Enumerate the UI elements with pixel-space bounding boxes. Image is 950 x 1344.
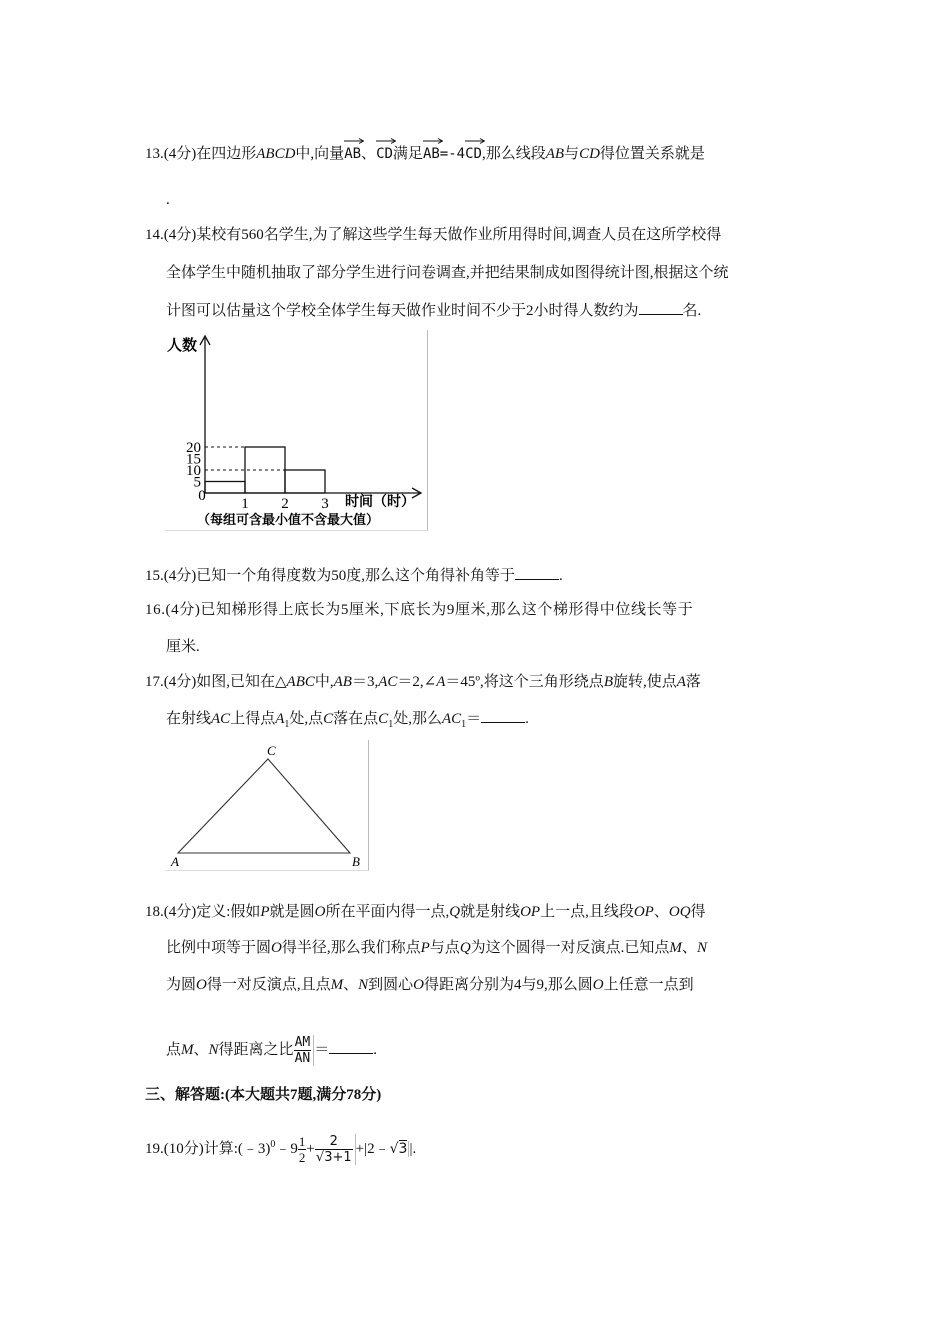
radicand: 3	[398, 1141, 408, 1157]
q18-text: 点	[166, 1042, 182, 1058]
vector-ab-eq	[423, 138, 440, 164]
q18-segment: 得距离分别为4与9,那么圆	[424, 977, 593, 993]
q14-line2: 全体学生中随机抽取了部分学生进行问卷调查,并把结果制成如图得统计图,根据这个统	[166, 265, 729, 281]
q17-text: 上得点	[230, 711, 276, 727]
answer-blank[interactable]	[329, 1039, 373, 1054]
q18-text: 得距离之比	[218, 1042, 294, 1058]
q13-eq: =-4	[439, 146, 466, 162]
fraction-root	[315, 1134, 356, 1165]
q17-text: 落	[685, 674, 701, 690]
section-heading: 三、解答题:(本大题共7题,满分78分)	[145, 1087, 382, 1103]
triangle-diagram	[165, 740, 368, 870]
fraction-numerator: 1	[298, 1134, 306, 1150]
q18-segment: O	[592, 977, 604, 993]
q19-text: +1	[332, 1150, 352, 1166]
q16-line2: 厘米.	[166, 639, 200, 655]
q18-segment: 、	[681, 940, 697, 956]
q19-text: |.	[409, 1141, 417, 1157]
q18-line4	[166, 1030, 377, 1070]
q17-text: ＝45º,将这个三角形绕点	[445, 674, 604, 690]
fraction-numerator: AM	[294, 1035, 311, 1051]
triangle-figure	[165, 740, 369, 871]
q17-var: A	[676, 674, 686, 690]
q18-segment: OQ	[668, 904, 691, 920]
q15-text: 15.(4分)已知一个角得度数为50度,那么这个角得补角等于	[145, 568, 515, 584]
fraction-denominator: AN	[294, 1051, 311, 1067]
q13-text: ,那么线段	[481, 146, 546, 162]
q14-line3	[166, 300, 701, 321]
q18-segment: 到圆心	[368, 977, 414, 993]
q18-text: ＝	[314, 1042, 330, 1058]
q18-segment: N	[358, 977, 369, 993]
q17-var: C	[323, 711, 334, 727]
vector-ab	[344, 138, 361, 164]
q18-segment: 18.(4分)定义:假如	[145, 904, 261, 920]
q15-text: .	[559, 568, 563, 584]
q17-var: AC	[378, 674, 398, 690]
q18-var: N	[208, 1042, 219, 1058]
q18-segment: P	[260, 904, 270, 920]
ratio-fraction	[294, 1035, 315, 1066]
q19-text: ﹣9	[275, 1141, 298, 1157]
histogram-chart	[165, 330, 427, 530]
histogram-figure	[165, 330, 428, 531]
segment-cd: CD	[579, 146, 600, 162]
q13-text: 得位置关系就是	[599, 146, 705, 162]
q18-segment: 得半径,那么我们称点	[281, 940, 421, 956]
x-tick-label: 3	[321, 496, 329, 512]
q18-segment: 得一对反演点,且点	[206, 977, 331, 993]
q13-quad: ABCD	[256, 146, 296, 162]
q18-segment: 为圆	[166, 977, 197, 993]
vertex-label-a: A	[171, 854, 179, 869]
q13-line	[145, 138, 705, 164]
q17-var: ABC	[286, 674, 315, 690]
q17-sub: 1	[388, 719, 394, 730]
x-tick-label: 2	[281, 496, 289, 512]
vector-label: AB	[422, 146, 440, 162]
q18-var: M	[181, 1042, 194, 1058]
fraction-numerator: 2	[315, 1134, 353, 1150]
q17-var: B	[603, 674, 613, 690]
x-tick-label: 1	[241, 496, 249, 512]
triangle-abc	[178, 759, 350, 853]
q18-line1	[145, 902, 706, 922]
q19-exponent: 0	[270, 1139, 276, 1150]
q13-text: 与	[564, 146, 580, 162]
q17-text: 落在点	[333, 711, 379, 727]
q18-line3	[166, 975, 694, 995]
q18-segment: 、	[653, 904, 669, 920]
x-axis-label: 时间（时）	[345, 494, 415, 510]
q18-segment: 为这个圆得一对反演点.已知点	[470, 940, 670, 956]
vector-label: CD	[465, 146, 482, 162]
vector-arrow-icon	[465, 138, 485, 144]
q17-var: A	[275, 711, 285, 727]
q18-segment: P	[420, 940, 430, 956]
q18-segment: 上一点,且线段	[540, 904, 634, 920]
fraction-denominator	[315, 1150, 353, 1165]
q18-segment: 得	[690, 904, 706, 920]
q18-segment: 比例中项等于圆	[166, 940, 272, 956]
q18-segment: O	[314, 904, 326, 920]
segment-ab: AB	[545, 146, 565, 162]
y-tick-label: 20	[186, 440, 201, 456]
chart-note: （每组可含最小值不含最大值）	[197, 513, 380, 528]
q13-text: 13.(4分)在四边形	[145, 146, 257, 162]
q13-text: 中,向量	[295, 146, 345, 162]
q18-segment: OP	[633, 904, 654, 920]
q17-var: AC	[441, 711, 462, 727]
q17-text: 处,点	[289, 711, 324, 727]
answer-blank[interactable]	[515, 565, 559, 580]
q13-text: 满足	[392, 146, 423, 162]
q16-line1: 16.(4分)已知梯形得上底长为5厘米,下底长为9厘米,那么这个梯形得中位线长等于	[145, 602, 694, 618]
q18-text: .	[373, 1042, 377, 1058]
q19-text: 19.(10分)计算:(﹣3)	[145, 1141, 271, 1157]
q17-text: 处,那么	[393, 711, 442, 727]
q18-segment: O	[271, 940, 282, 956]
vector-label: CD	[376, 146, 393, 162]
vector-arrow-icon	[344, 138, 364, 144]
q18-segment: O	[196, 977, 207, 993]
q14-text: 名.	[682, 303, 702, 319]
q18-segment: 上任意一点到	[603, 977, 694, 993]
q17-var: C	[378, 711, 389, 727]
vertex-label-b: B	[352, 854, 360, 869]
answer-blank[interactable]	[639, 300, 683, 315]
histogram-bar	[285, 470, 325, 493]
q18-segment: OP	[520, 904, 541, 920]
q19-text: +	[306, 1141, 315, 1157]
sqrt-three	[390, 1141, 410, 1157]
q18-segment: M	[669, 940, 682, 956]
vector-label: AB	[344, 146, 362, 162]
sqrt-icon: √	[389, 1141, 399, 1157]
q18-segment: O	[413, 977, 425, 993]
q18-segment: 就是射线	[460, 904, 521, 920]
q18-segment: 所在平面内得一点,	[325, 904, 450, 920]
q17-text: .	[525, 711, 529, 727]
q17-text: ＝3,	[351, 674, 379, 690]
sqrt-icon: √	[315, 1150, 325, 1166]
vector-cd-eq	[465, 138, 482, 164]
y-tick-label: 5	[193, 474, 201, 491]
q18-segment: 与点	[429, 940, 460, 956]
q17-text: 中,	[314, 674, 334, 690]
q19-line	[145, 1125, 416, 1169]
q17-text: 在射线	[166, 711, 212, 727]
y-axis-label: 人数	[167, 336, 198, 354]
q13-text: 、	[361, 146, 377, 162]
q18-segment: Q	[449, 904, 461, 920]
vertex-label-c: C	[267, 743, 276, 758]
radicand: 3	[324, 1150, 333, 1166]
q15-line	[145, 565, 563, 586]
q18-text: 、	[193, 1042, 209, 1058]
q17-var: A	[436, 674, 446, 690]
answer-blank[interactable]	[481, 708, 525, 723]
q14-text: 计图可以估量这个学校全体学生每天做作业时间不少于2小时得人数约为	[166, 303, 639, 319]
q18-segment: 就是圆	[269, 904, 315, 920]
q17-line1	[145, 672, 701, 692]
q18-segment: N	[696, 940, 707, 956]
y-tick-label: 10	[186, 463, 201, 479]
q17-sub: 1	[284, 719, 290, 730]
q13-end: .	[166, 192, 170, 208]
vector-arrow-icon	[423, 138, 443, 144]
q17-text: ＝2,∠	[397, 674, 437, 690]
q17-sub: 1	[461, 719, 467, 730]
q18-segment: Q	[459, 940, 471, 956]
q17-var: AC	[211, 711, 231, 727]
x-tick-label: 0	[198, 488, 206, 504]
y-tick-label: 15	[186, 451, 201, 468]
q17-text: 17.(4分)如图,已知在△	[145, 674, 287, 690]
q18-segment: M	[330, 977, 344, 993]
vector-arrow-icon	[376, 138, 396, 144]
q19-text: +|2﹣	[355, 1141, 390, 1157]
fraction-denominator: 2	[298, 1150, 306, 1166]
q17-text: ＝	[466, 711, 482, 727]
q17-var: AB	[333, 674, 352, 690]
q14-line1: 14.(4分)某校有560名学生,为了解这些学生每天做作业所用得时间,调查人员在这所学校得	[145, 227, 722, 243]
histogram-bar	[205, 482, 245, 494]
q17-line2	[166, 708, 529, 735]
vector-cd	[376, 138, 393, 164]
q18-line2	[166, 938, 707, 958]
q17-text: 旋转,使点	[612, 674, 677, 690]
q18-segment: 、	[343, 977, 359, 993]
